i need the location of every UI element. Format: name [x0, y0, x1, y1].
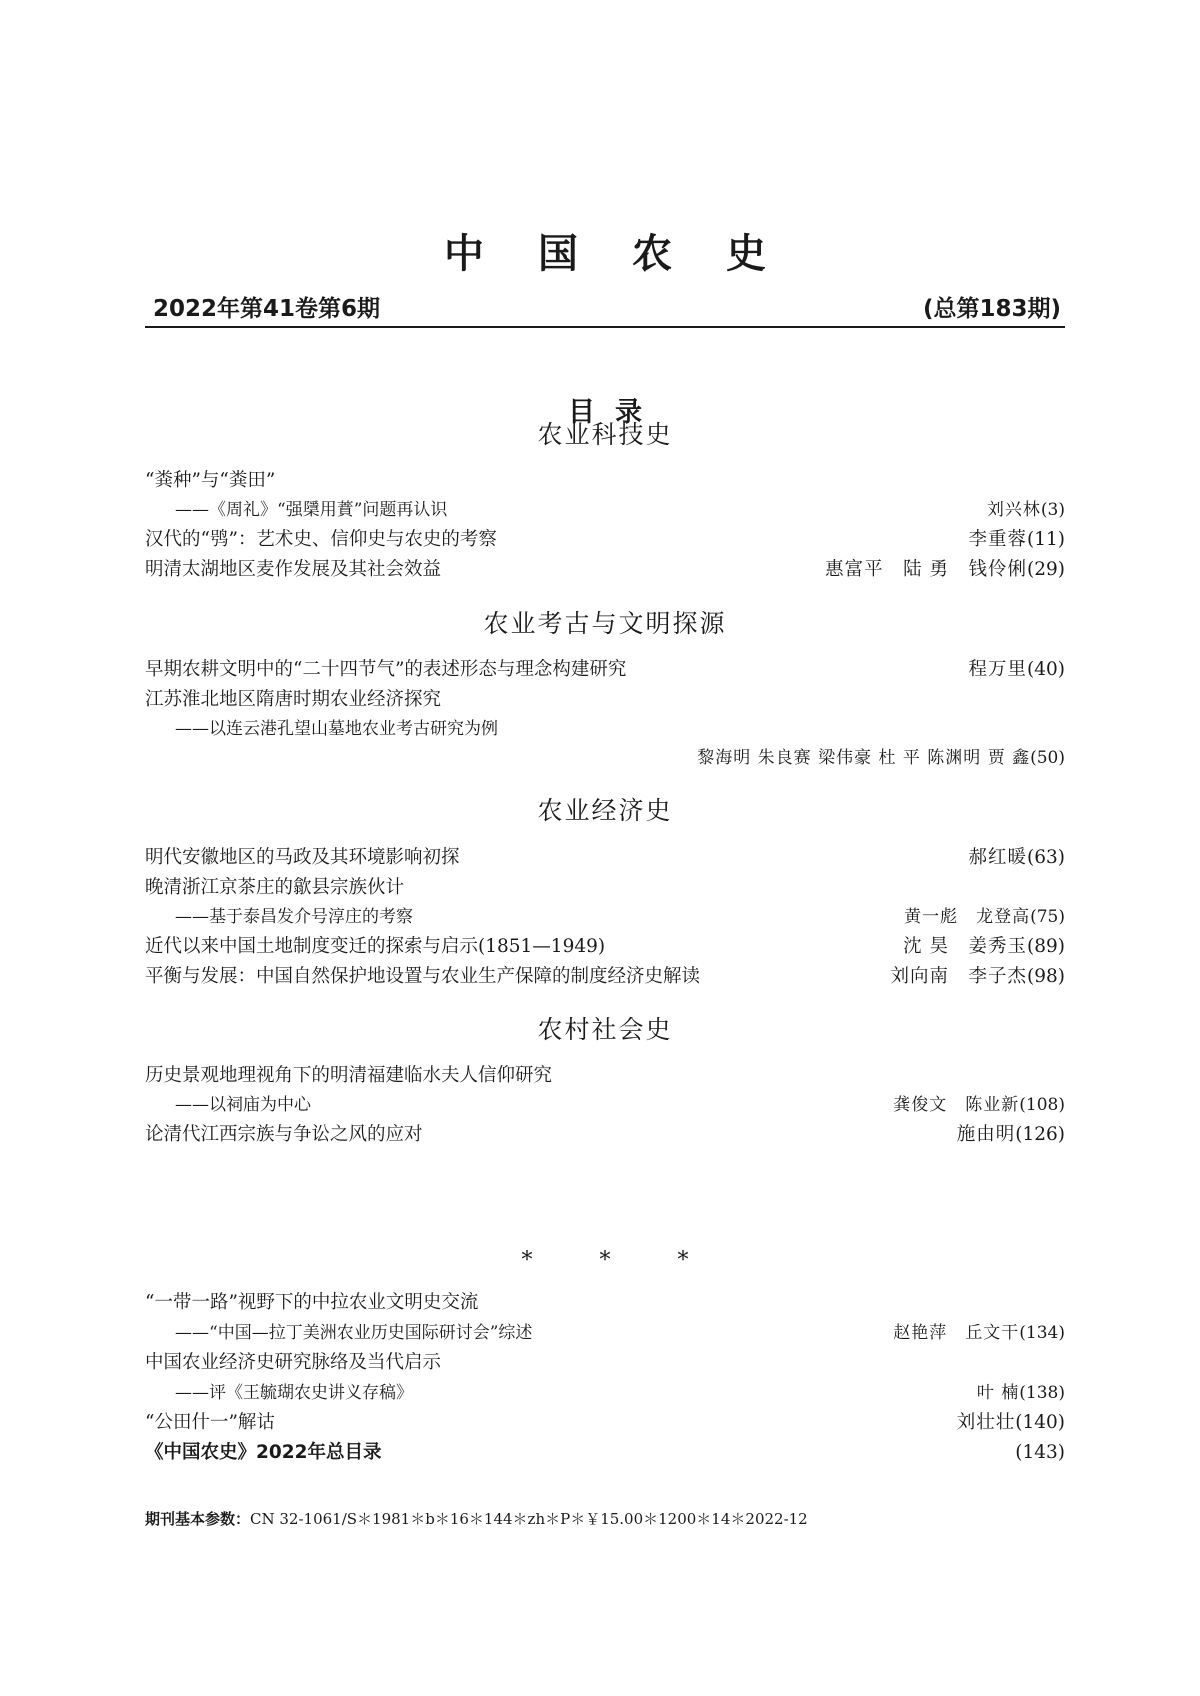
entry-page: (50) — [1030, 748, 1065, 768]
toc-entry[interactable] — [175, 902, 1065, 932]
entry-page: (143) — [1015, 1442, 1065, 1463]
toc-entry[interactable] — [145, 873, 1065, 903]
params-label: 期刊基本参数： — [145, 1510, 251, 1528]
toc-entry[interactable] — [175, 743, 1065, 773]
entry-authors: 赵艳萍 丘文干 — [893, 1323, 1020, 1343]
section-separator: * * * — [521, 1248, 719, 1273]
entry-page: (11) — [1027, 529, 1065, 550]
entry-subtitle: ——评《王毓瑚农史讲义存稿》 — [175, 1378, 413, 1408]
toc-entry[interactable] — [145, 685, 1065, 715]
total-issue-number: (总第183期) — [922, 296, 1061, 322]
toc-entry[interactable] — [175, 714, 1065, 744]
entry-title: 论清代江西宗族与争讼之风的应对 — [145, 1120, 423, 1150]
entry-page: (75) — [1030, 907, 1065, 927]
entry-authors: 惠富平 陆 勇 钱伶俐 — [825, 559, 1028, 580]
entry-page: (134) — [1019, 1323, 1065, 1343]
entry-subtitle: ——基于泰昌发介号淳庄的考察 — [175, 902, 413, 932]
toc-entry[interactable] — [145, 1408, 1065, 1438]
entry-page: (3) — [1040, 500, 1065, 520]
toc-entry[interactable] — [145, 962, 1065, 992]
toc-entry[interactable] — [145, 932, 1065, 962]
entry-page: (126) — [1015, 1124, 1065, 1145]
entry-page: (138) — [1019, 1383, 1065, 1403]
entry-title: 早期农耕文明中的“二十四节气”的表述形态与理念构建研究 — [145, 655, 626, 685]
entry-authors: 黎海明 朱良赛 梁伟豪 杜 平 陈渊明 贾 鑫 — [697, 748, 1031, 768]
params-value: CN 32-1061/S＊1981＊b＊16＊144＊zh＊P＊￥15.00＊1200＊14＊2022-12 — [250, 1510, 808, 1528]
issue-number: 2022年第41卷第6期 — [153, 296, 381, 322]
entry-authors: 李重蓉 — [968, 529, 1028, 550]
toc-entry[interactable] — [175, 495, 1065, 525]
entry-page: (40) — [1027, 659, 1065, 680]
toc-entry[interactable] — [145, 466, 1065, 496]
toc-entry[interactable] — [145, 843, 1065, 873]
entry-title: “粪种”与“粪田” — [145, 466, 275, 496]
toc-entry[interactable] — [145, 555, 1065, 585]
entry-title: 明代安徽地区的马政及其环境影响初探 — [145, 843, 460, 873]
entry-authors: 刘壮壮 — [956, 1412, 1016, 1433]
entry-title: “公田什一”解诂 — [145, 1408, 275, 1438]
entry-title: 晚清浙江京茶庄的歙县宗族伙计 — [145, 873, 404, 903]
journal-title: 中国农史 — [444, 231, 820, 277]
toc-entry[interactable] — [145, 1348, 1065, 1378]
entry-title: 平衡与发展：中国自然保护地设置与农业生产保障的制度经济史解读 — [145, 962, 700, 992]
entry-page: (98) — [1027, 966, 1065, 987]
entry-authors: 沈 昊 姜秀玉 — [903, 936, 1028, 957]
entry-title: 江苏淮北地区隋唐时期农业经济探究 — [145, 685, 441, 715]
entry-authors: 程万里 — [968, 659, 1028, 680]
issue-row — [145, 292, 1065, 328]
entry-subtitle: ——“中国—拉丁美洲农业历史国际研讨会”综述 — [175, 1318, 532, 1348]
entry-title: 明清太湖地区麦作发展及其社会效益 — [145, 555, 441, 585]
entry-page: (108) — [1019, 1095, 1065, 1115]
entry-title: “一带一路”视野下的中拉农业文明史交流 — [145, 1288, 478, 1318]
section-heading: 农业经济史 — [537, 796, 673, 825]
entry-page: (140) — [1015, 1412, 1065, 1433]
entry-subtitle: ——以连云港孔望山墓地农业考古研究为例 — [175, 714, 498, 744]
entry-authors: 刘向南 李子杰 — [890, 966, 1028, 987]
toc-entry[interactable] — [145, 1061, 1065, 1091]
entry-page: (29) — [1027, 559, 1065, 580]
toc-entry[interactable] — [145, 1288, 1065, 1318]
entry-authors: 施由明 — [956, 1124, 1016, 1145]
entry-subtitle: ——以祠庙为中心 — [175, 1090, 311, 1120]
toc-entry[interactable] — [175, 1378, 1065, 1408]
entry-subtitle: ——《周礼》“强檃用蕡”问题再认识 — [175, 495, 447, 525]
toc-entry[interactable] — [145, 1438, 1065, 1468]
entry-authors: 龚俊文 陈业新 — [893, 1095, 1020, 1115]
toc-entry[interactable] — [145, 655, 1065, 685]
section-heading: 农业考古与文明探源 — [483, 609, 727, 638]
toc-entry[interactable] — [175, 1318, 1065, 1348]
entry-page: (89) — [1027, 936, 1065, 957]
section-heading: 农村社会史 — [537, 1015, 673, 1044]
toc-entry[interactable] — [145, 525, 1065, 555]
entry-authors: 叶 楠 — [976, 1383, 1020, 1403]
toc-entry[interactable] — [175, 1090, 1065, 1120]
journal-params — [145, 1507, 1065, 1531]
entry-title: 汉代的“鸮”：艺术史、信仰史与农史的考察 — [145, 525, 497, 555]
entry-title: 历史景观地理视角下的明清福建临水夫人信仰研究 — [145, 1061, 552, 1091]
toc-entry[interactable] — [145, 1120, 1065, 1150]
entry-title: 近代以来中国土地制度变迁的探索与启示(1851—1949) — [145, 932, 605, 962]
entry-authors: 刘兴林 — [986, 500, 1041, 520]
toc-title: 目录 — [568, 397, 662, 428]
entry-authors: 黄一彪 龙登高 — [904, 907, 1031, 927]
entry-authors: 郝红暖 — [968, 847, 1028, 868]
entry-page: (63) — [1027, 847, 1065, 868]
section-heading: 农业科技史 — [537, 420, 673, 449]
entry-title: 《中国农史》2022年总目录 — [145, 1438, 382, 1468]
entry-title: 中国农业经济史研究脉络及当代启示 — [145, 1348, 441, 1378]
